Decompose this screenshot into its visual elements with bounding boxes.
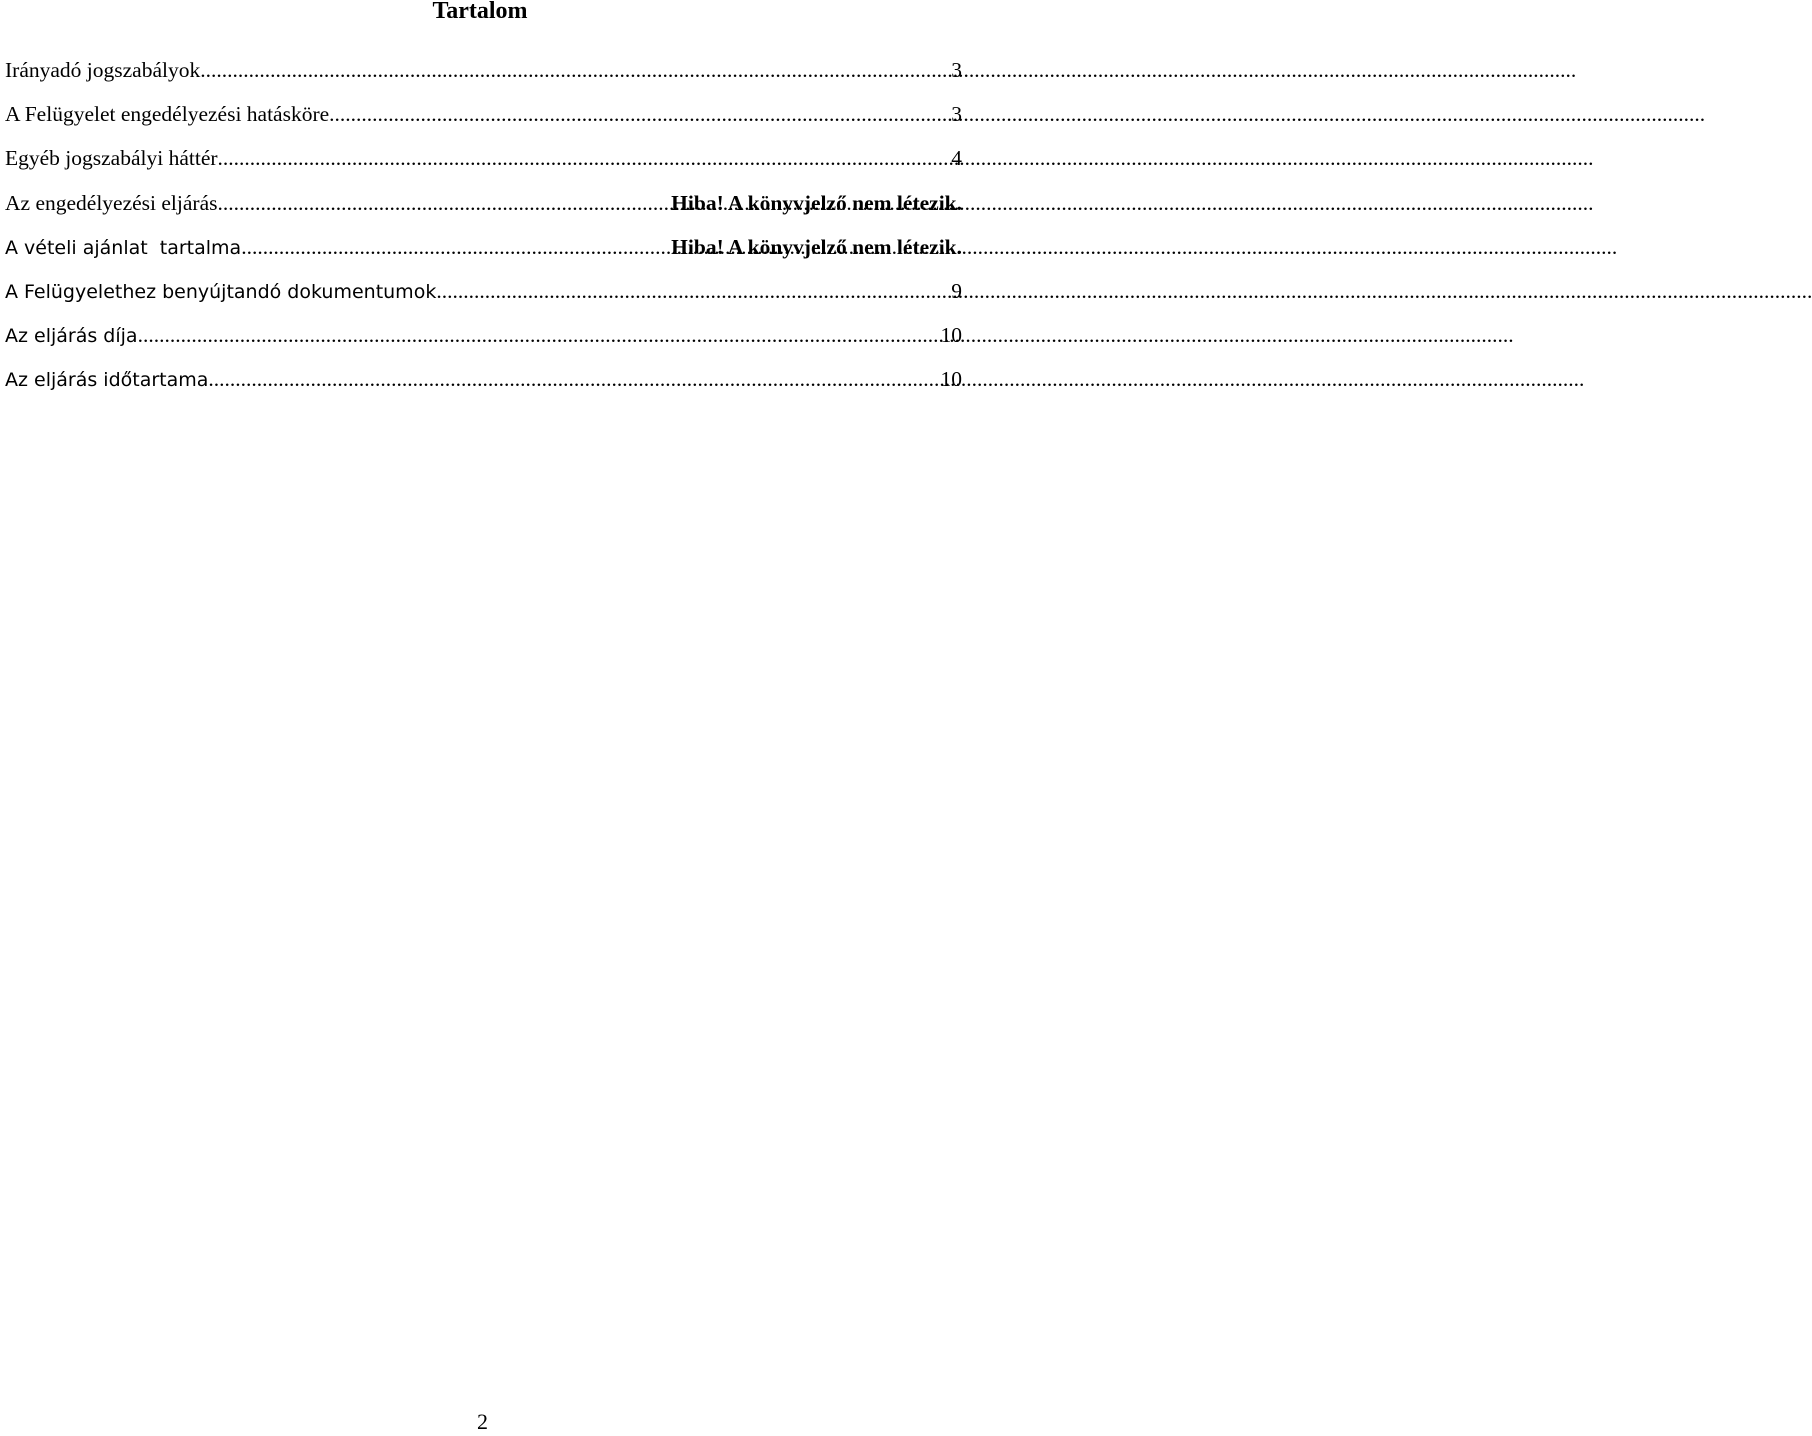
toc-entry-eljaras-idotartama[interactable] — [5, 364, 962, 408]
toc-entry-bookmark-error: Hiba! A könyvjelző nem létezik. — [671, 234, 962, 259]
toc-entry-label: Irányadó jogszabályok — [5, 58, 201, 82]
page-number: 2 — [477, 1409, 488, 1434]
toc-title: Tartalom — [432, 0, 528, 24]
toc-entry-label: Az engedélyezési eljárás — [5, 190, 218, 215]
toc-entry-page: 3 — [951, 102, 962, 127]
toc-entry-label: Az eljárás időtartama — [5, 369, 209, 392]
toc-entry-label: Egyéb jogszabályi háttér — [5, 146, 218, 171]
toc-entry-label: Az eljárás díja — [5, 325, 138, 348]
toc-entry-label: A vételi ajánlat tartalma — [5, 236, 242, 259]
toc-entry-felugyelet-hataskore[interactable] — [5, 99, 962, 143]
toc-entry-iranyado-jogszabalyok[interactable] — [5, 55, 962, 99]
toc-leader-dots — [200, 55, 951, 85]
toc-leader-dots — [138, 320, 941, 350]
toc-entry-egyeb-jogszabalyi-hatter[interactable] — [5, 143, 962, 187]
toc-leader-dots — [436, 276, 951, 306]
toc-entry-page: 10 — [940, 367, 962, 392]
table-of-contents — [5, 55, 962, 409]
toc-entry-label: A Felügyelethez benyújtandó dokumentumok — [5, 280, 437, 303]
toc-leader-dots — [241, 232, 671, 262]
toc-entry-page: 9 — [951, 278, 962, 303]
toc-leader-dots — [218, 188, 672, 218]
toc-leader-dots — [208, 364, 940, 394]
toc-entry-page: 4 — [951, 146, 962, 171]
toc-entry-bookmark-error: Hiba! A könyvjelző nem létezik. — [671, 190, 962, 215]
toc-entry-veteli-ajanlat-tartalma[interactable] — [5, 232, 962, 276]
toc-entry-label: A Felügyelet engedélyezési hatásköre — [5, 102, 330, 127]
toc-entry-engedelyezesi-eljaras[interactable] — [5, 188, 962, 232]
toc-entry-eljaras-dija[interactable] — [5, 320, 962, 364]
toc-entry-page: 3 — [951, 58, 962, 82]
toc-leader-dots — [218, 143, 952, 173]
toc-entry-benyujtando-dokumentumok[interactable] — [5, 276, 962, 320]
toc-entry-page: 10 — [940, 323, 962, 348]
toc-leader-dots — [329, 99, 951, 129]
